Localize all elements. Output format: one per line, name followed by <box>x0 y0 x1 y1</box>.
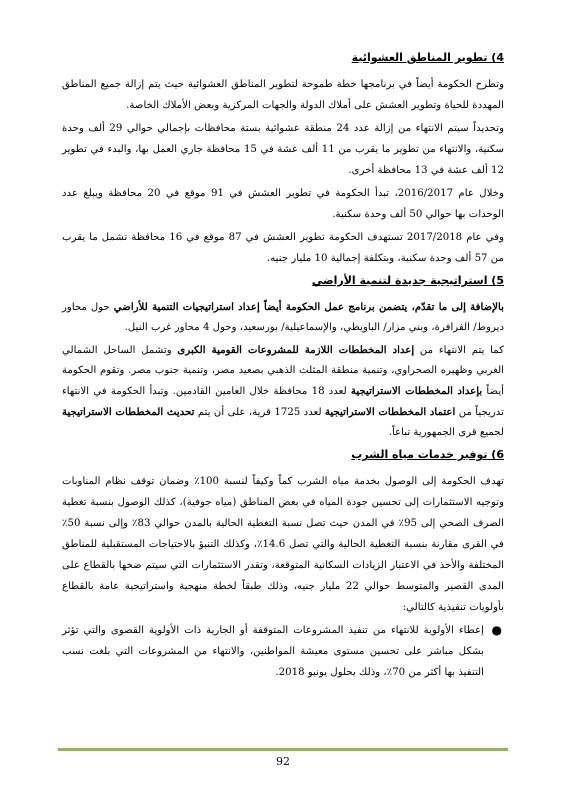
section-6-bullet-1 <box>62 620 504 683</box>
section-4-heading: 4) تطوير المناطق العشوائية <box>351 51 504 64</box>
section-5-paragraph-1-rest: حول محاور ديروط/ الفرافرة، وبني مزار/ الباويطي، والإسماعيلية/ بورسعيد، وحول 4 محاور غرب النيل. <box>62 302 504 333</box>
section-6-bullet-1-text: إعطاء الأولوية للانتهاء من تنفيذ المشروعات المتوقفة أو الجارية ذات الأولوية القصوى والتي تؤثر بشكل مباشر على تحسين مستوى معيشة المواطنين، والانتهاء من المشروعات التي بلغت نسب التنفيذ بها أكثر من 70٪، وذلك بحلول يونيو 2018. <box>62 625 484 678</box>
bullet-dot-icon: ● <box>491 623 502 637</box>
section-6-heading: 6) توفير خدمات مياه الشرب <box>351 448 504 461</box>
page-number: 92 <box>276 755 290 768</box>
bold-run: إعداد المخططات اللازمة للمشروعات القومية الكبرى <box>177 344 415 356</box>
section-4-paragraph-1: وتطرح الحكومة أيضاً في برنامجها خطة طموحة لتطوير المناطق العشوائية حيث يتم إزالة جميع المناطق المهددة للحياة وتطوير العشش على أملاك الدولة والجهات المركزية وبعض الأملاك الخاصة. <box>62 79 504 111</box>
section-5-paragraph-1-bold: بالإضافة إلى ما تقدّم، يتضمن برنامج عمل الحكومة أيضاً إعداد استراتيجيات التنمية للأراضي <box>113 301 505 313</box>
bold-run: تحديث المخططات الاستراتيجية <box>62 406 195 418</box>
section-5-paragraph-2 <box>62 340 504 443</box>
text-run: كما يتم الانتهاء من <box>414 345 504 356</box>
page-content <box>62 50 504 683</box>
text-run: لجميع قرى الجمهورية تباعاً. <box>388 427 504 438</box>
text-run: وتشمل الساحل الشمالي الغربي وظهيره الصحراوي، وتنمية منطقة المثلث الذهبي بصعيد مصر، وتنمية جنوب مصر. وتقوم الحكومة أيضاً <box>62 345 504 397</box>
text-run: لعدد 18 محافظة خلال العامين القادمين. وتبدأ الحكومة في الانتهاء تدريجياً من <box>62 386 504 418</box>
bold-run: اعتماد المخططات الاستراتيجية <box>324 406 456 418</box>
bold-run: بإعداد المخططات الاستراتيجية <box>350 385 483 397</box>
section-4-paragraph-4: وفي عام 2017/2018 تستهدف الحكومة تطوير العشش في 87 موقع في 16 محافظة تشمل ما يقرب من 57 ألف وحدة سكنية، وبتكلفة إجمالية 10 مليار جنيه. <box>62 232 504 264</box>
section-6-paragraph-1: تهدف الحكومة إلى الوصول بخدمة مياه الشرب كماً وكيفاً لنسبة 100٪ وضمان توقف نظام المناوبات وتوجيه الاستثمارات إلى تحسين جودة المياه في بعض المناطق (مياه جوفية)، كذلك الوصول بنسبة تغطية الصرف الصحي إلى 95٪ في المدن حيث تصل نسبة التغطية الحالية بالمدن حوالي 83٪ وإلى نسبة 50٪ في القرى مقارنة بنسبة التغطية الحالية والتي تصل 14.6٪، وكذلك التنبؤ بالاحتياجات المستقبلية للمناطق المختلفة والأخذ في الاعتبار الزيادات السكانية المتوقعة، وتقدر الاستثمارات التي سيتم ضخها بالقطاع على المدى القصير والمتوسط حوالي 22 مليار جنيه، وذلك طبقاً لخطة منهجية واستراتيجية عامة بالقطاع بأولويات تنفيذية كالتالي: <box>62 476 504 613</box>
section-5-paragraph-1 <box>62 297 504 338</box>
text-run: لعدد 1725 قرية، على أن يتم <box>194 407 325 418</box>
section-4-paragraph-3: وخلال عام 2016/2017، تبدأ الحكومة في تطوير العشش في 91 موقع في 20 محافظة ويبلغ عدد الوحدات بها حوالي 50 ألف وحدة سكنية. <box>62 188 504 220</box>
section-5-heading: 5) استراتيجية جديدة لتنمية الأراضي <box>311 274 504 287</box>
footer-rule <box>58 748 508 751</box>
section-4-paragraph-2: وتحديداً سيتم الانتهاء من إزالة عدد 24 منطقة عشوائية بستة محافظات بإجمالي حوالي 29 ألف وحدة سكنية، والانتهاء من تطوير ما يقرب من 11 ألف عشة في 15 محافظة جاري العمل بها، والبدء في تطوير 12 ألف عشة في 13 محافظة أخرى. <box>62 123 504 176</box>
